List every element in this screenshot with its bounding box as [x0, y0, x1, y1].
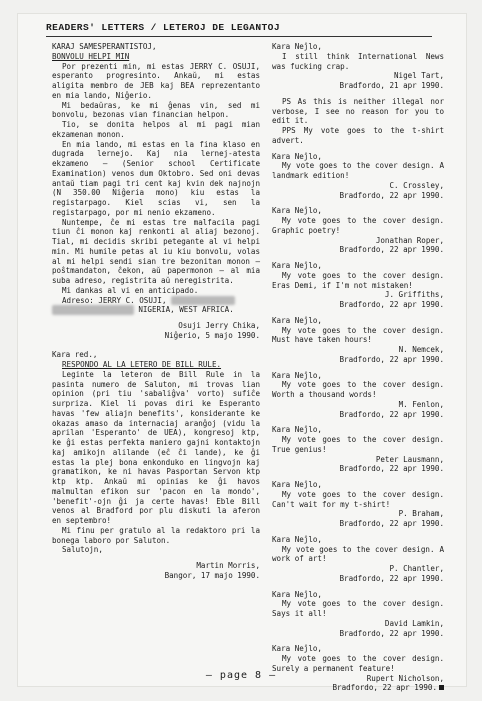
letter-postscript: PPS My vote goes to the t-shirt advert.: [272, 126, 444, 145]
letter1-place-date: Niĝerio, 5 majo 1990.: [164, 330, 260, 340]
letter-body: My vote goes to the cover design. Surely a permanent feature!: [272, 654, 444, 673]
letter-signature: N. Nemcek,: [398, 345, 444, 354]
letter-place-date: Bradfordo, 22 apr 1990.: [339, 245, 444, 255]
letter-greeting: Kara Neĵlo,: [272, 206, 322, 216]
letter-place-date: Bradfordo, 21 apr 1990.: [339, 81, 444, 90]
letter-greeting: Kara Neĵlo,: [272, 42, 322, 51]
letter-greeting: Kara Neĵlo,: [272, 589, 322, 599]
letter1-paragraph: Tio, se donita helpos al mi pagi mian ekzamenan monon.: [52, 120, 260, 139]
redacted-address: OWERRI, IMO STATE,: [52, 305, 134, 315]
letter2-closing: Salutojn,: [62, 545, 103, 555]
letter-body: My vote goes to the cover design. True genius!: [272, 435, 444, 454]
letter-greeting: Kara Neĵlo,: [272, 480, 322, 489]
letter-body: My vote goes to the cover design. A work of art!: [272, 544, 444, 564]
letter2-signature: Martin Morris,: [196, 561, 260, 570]
letter-signature: J. Griffiths,: [384, 290, 444, 300]
letter1-paragraph: Mi dankas al vi en anticipado.: [62, 285, 199, 295]
letter-body: I still think International News was fucking crap.: [272, 51, 444, 71]
letter-signature: P. Braham,: [398, 509, 444, 519]
letter2-paragraph: Mi finu per gratulo al la redaktoro pri la bonega laboro por Saluton.: [52, 525, 260, 545]
letter-body: My vote goes to the cover design. Can't wait for my t-shirt!: [272, 489, 444, 509]
letter-place-date: Bradfordo, 22 apr 1990.: [339, 573, 444, 583]
letter-greeting: Kara Neĵlo,: [272, 425, 322, 435]
page-number: — page 8 —: [205, 670, 277, 681]
letter-body: My vote goes to the cover design. Says it all!: [272, 599, 444, 618]
letter1-paragraph: En mia lando, mi estas en la fina klaso en dugrada lernejo. Kaj nia lernej-atesta ekzameno — (Senior school Certificate Examination) venos dum Oktobro. Sed oni devas antaŭ tiam pagi tri cent kaj kvin dek najnojn (N 350.00 Niĝeria mono) kiu estas la registarpago. Kiel scias vi, sen la registarpago, por mi nenio ekzameno.: [52, 139, 260, 217]
place-date-text: Bradfordo, 22 apr 1990.: [332, 683, 437, 693]
letter-signature: David Lamkin,: [384, 618, 444, 628]
letter-greeting: Kara Neĵlo,: [272, 151, 322, 161]
letter1-subject: BONVOLU HELPI MIN: [52, 51, 130, 61]
letter-body: My vote goes to the cover design. Eras Demi, if I'm not mistaken!: [272, 270, 444, 290]
letter-place-date: Bradfordo, 22 apr 1990.: [339, 519, 444, 528]
letter-body: My vote goes to the cover design. Graphic poetry!: [272, 216, 444, 235]
letter1-address-line2: [52, 305, 260, 315]
letter-signature: P. Chantler,: [389, 564, 444, 573]
letter-greeting: Kara Neĵlo,: [272, 644, 322, 654]
letter-place-date: [272, 683, 444, 693]
left-column: [52, 42, 260, 581]
letter-signature: Rupert Nicholson,: [366, 673, 444, 683]
letter-greeting: Kara Neĵlo,: [272, 261, 322, 270]
letter-place-date: Bradfordo, 22 apr 1990.: [339, 300, 444, 309]
letter-place-date: Bradfordo, 22 apr 1990.: [339, 464, 444, 474]
letter1-signature: Osuji Jerry Chika,: [178, 321, 260, 330]
letter-signature: M. Fenlon,: [398, 399, 444, 409]
letter-signature: Jonathan Roper,: [375, 235, 444, 245]
letter1-paragraph: Mi bedaŭras, ke mi ĝenas vin, sed mi bonvolu, bezonas vian financian helpon.: [52, 100, 260, 120]
letter-signature: Peter Lausmann,: [375, 454, 444, 464]
letter1-salutation: KARAJ SAMESPERANTISTOJ,: [52, 42, 157, 51]
letter2-place-date: Bangor, 17 majo 1990.: [164, 570, 260, 580]
letter-place-date: Bradfordo, 22 apr 1990.: [339, 409, 444, 419]
address-label: Adreso: JERRY C. OSUJI,: [62, 295, 167, 305]
letter2-subject: RESPONDO AL LA LETERO DE BILL RULE.: [62, 360, 222, 369]
letter-greeting: Kara Neĵlo,: [272, 534, 322, 544]
letter1-paragraph: Nuntempe, ĉe mi estas tre malfacila pagi tiun ĉi monon kaj renkonti al aliaj bezonoj. Tial, mi decidis skribi petegante al vi helpi min. Mi humile petas al iu kiu bonvolu, volas al mi helpi sendi sian tre bezonitan monon — poŝtmandaton, ĉekon, aŭ papermonon — al mia suba adreso, registrita aŭ neregistrita.: [52, 217, 260, 285]
letter-body: My vote goes to the cover design. A landmark edition!: [272, 161, 444, 180]
letter-greeting: Kara Neĵlo,: [272, 370, 322, 380]
letter-place-date: Bradfordo, 22 apr 1990.: [339, 190, 444, 200]
letter-place-date: Bradfordo, 22 apr 1990.: [339, 354, 444, 364]
letter2-salutation: Kara red.,: [52, 350, 98, 360]
letter-signature: C. Crossley,: [389, 180, 444, 190]
letter-body: My vote goes to the cover design. Must have taken hours!: [272, 325, 444, 345]
title-underline: [46, 36, 432, 37]
letter-postscript: PS As this is neither illegal nor verbose, I see no reason for you to edit it.: [272, 96, 444, 126]
letter1-address: [52, 296, 260, 306]
letter-signature: Nigel Tart,: [394, 71, 444, 81]
end-mark-icon: [439, 685, 444, 690]
right-column: [272, 42, 444, 693]
letter-place-date: Bradfordo, 22 apr 1990.: [339, 628, 444, 638]
letter2-paragraph: Leginte la leteron de Bill Rule in la pasinta numero de Saluton, mi trovas lian opinion (pri tiu 'sabaliĝva' vorto) sufiĉe surpriza. Kiel li povas diri ke Esperanto havas 'few aliajn benefits', konsiderante ke okazas amaso da internaciaj aranĝoj (vidu la aprilan 'Esperanto' de UEA), kongresoj ktp, ke ĝi estas perfekta maniero gajni kontaktojn kaj amikojn alilande (eĉ ĉi lande), ke ĝi estas la plej bona enkonduko en lingvojn kaj gramatikon, ke ni havas Pasportan Servon ktp ktp ktp. Ankaŭ mi opinias ke ĝi havos malmultan efikon sur 'pacon en la mondo', 'benefit'-ojn ĝi ja certe havas! Eble Bill venos al Bradford por plu diskuti la aferon en septembro!: [52, 369, 260, 525]
letter1-paragraph: Por prezenti min, mi estas JERRY C. OSUJI, esperanto progresinto. Ankaŭ, mi estas aligita membro de JEB kaj BEA reprezentanto en mia lando, Niĝerio.: [52, 61, 260, 100]
redacted-address: P.O. BOX 2023,: [171, 295, 235, 305]
address-country: NIGERIA, WEST AFRICA.: [138, 305, 234, 315]
page-title: READERS' LETTERS / LETEROJ DE LEGANTOJ: [46, 22, 280, 33]
letter-body: My vote goes to the cover design. Worth a thousand words!: [272, 380, 444, 399]
letter-greeting: Kara Neĵlo,: [272, 315, 322, 325]
